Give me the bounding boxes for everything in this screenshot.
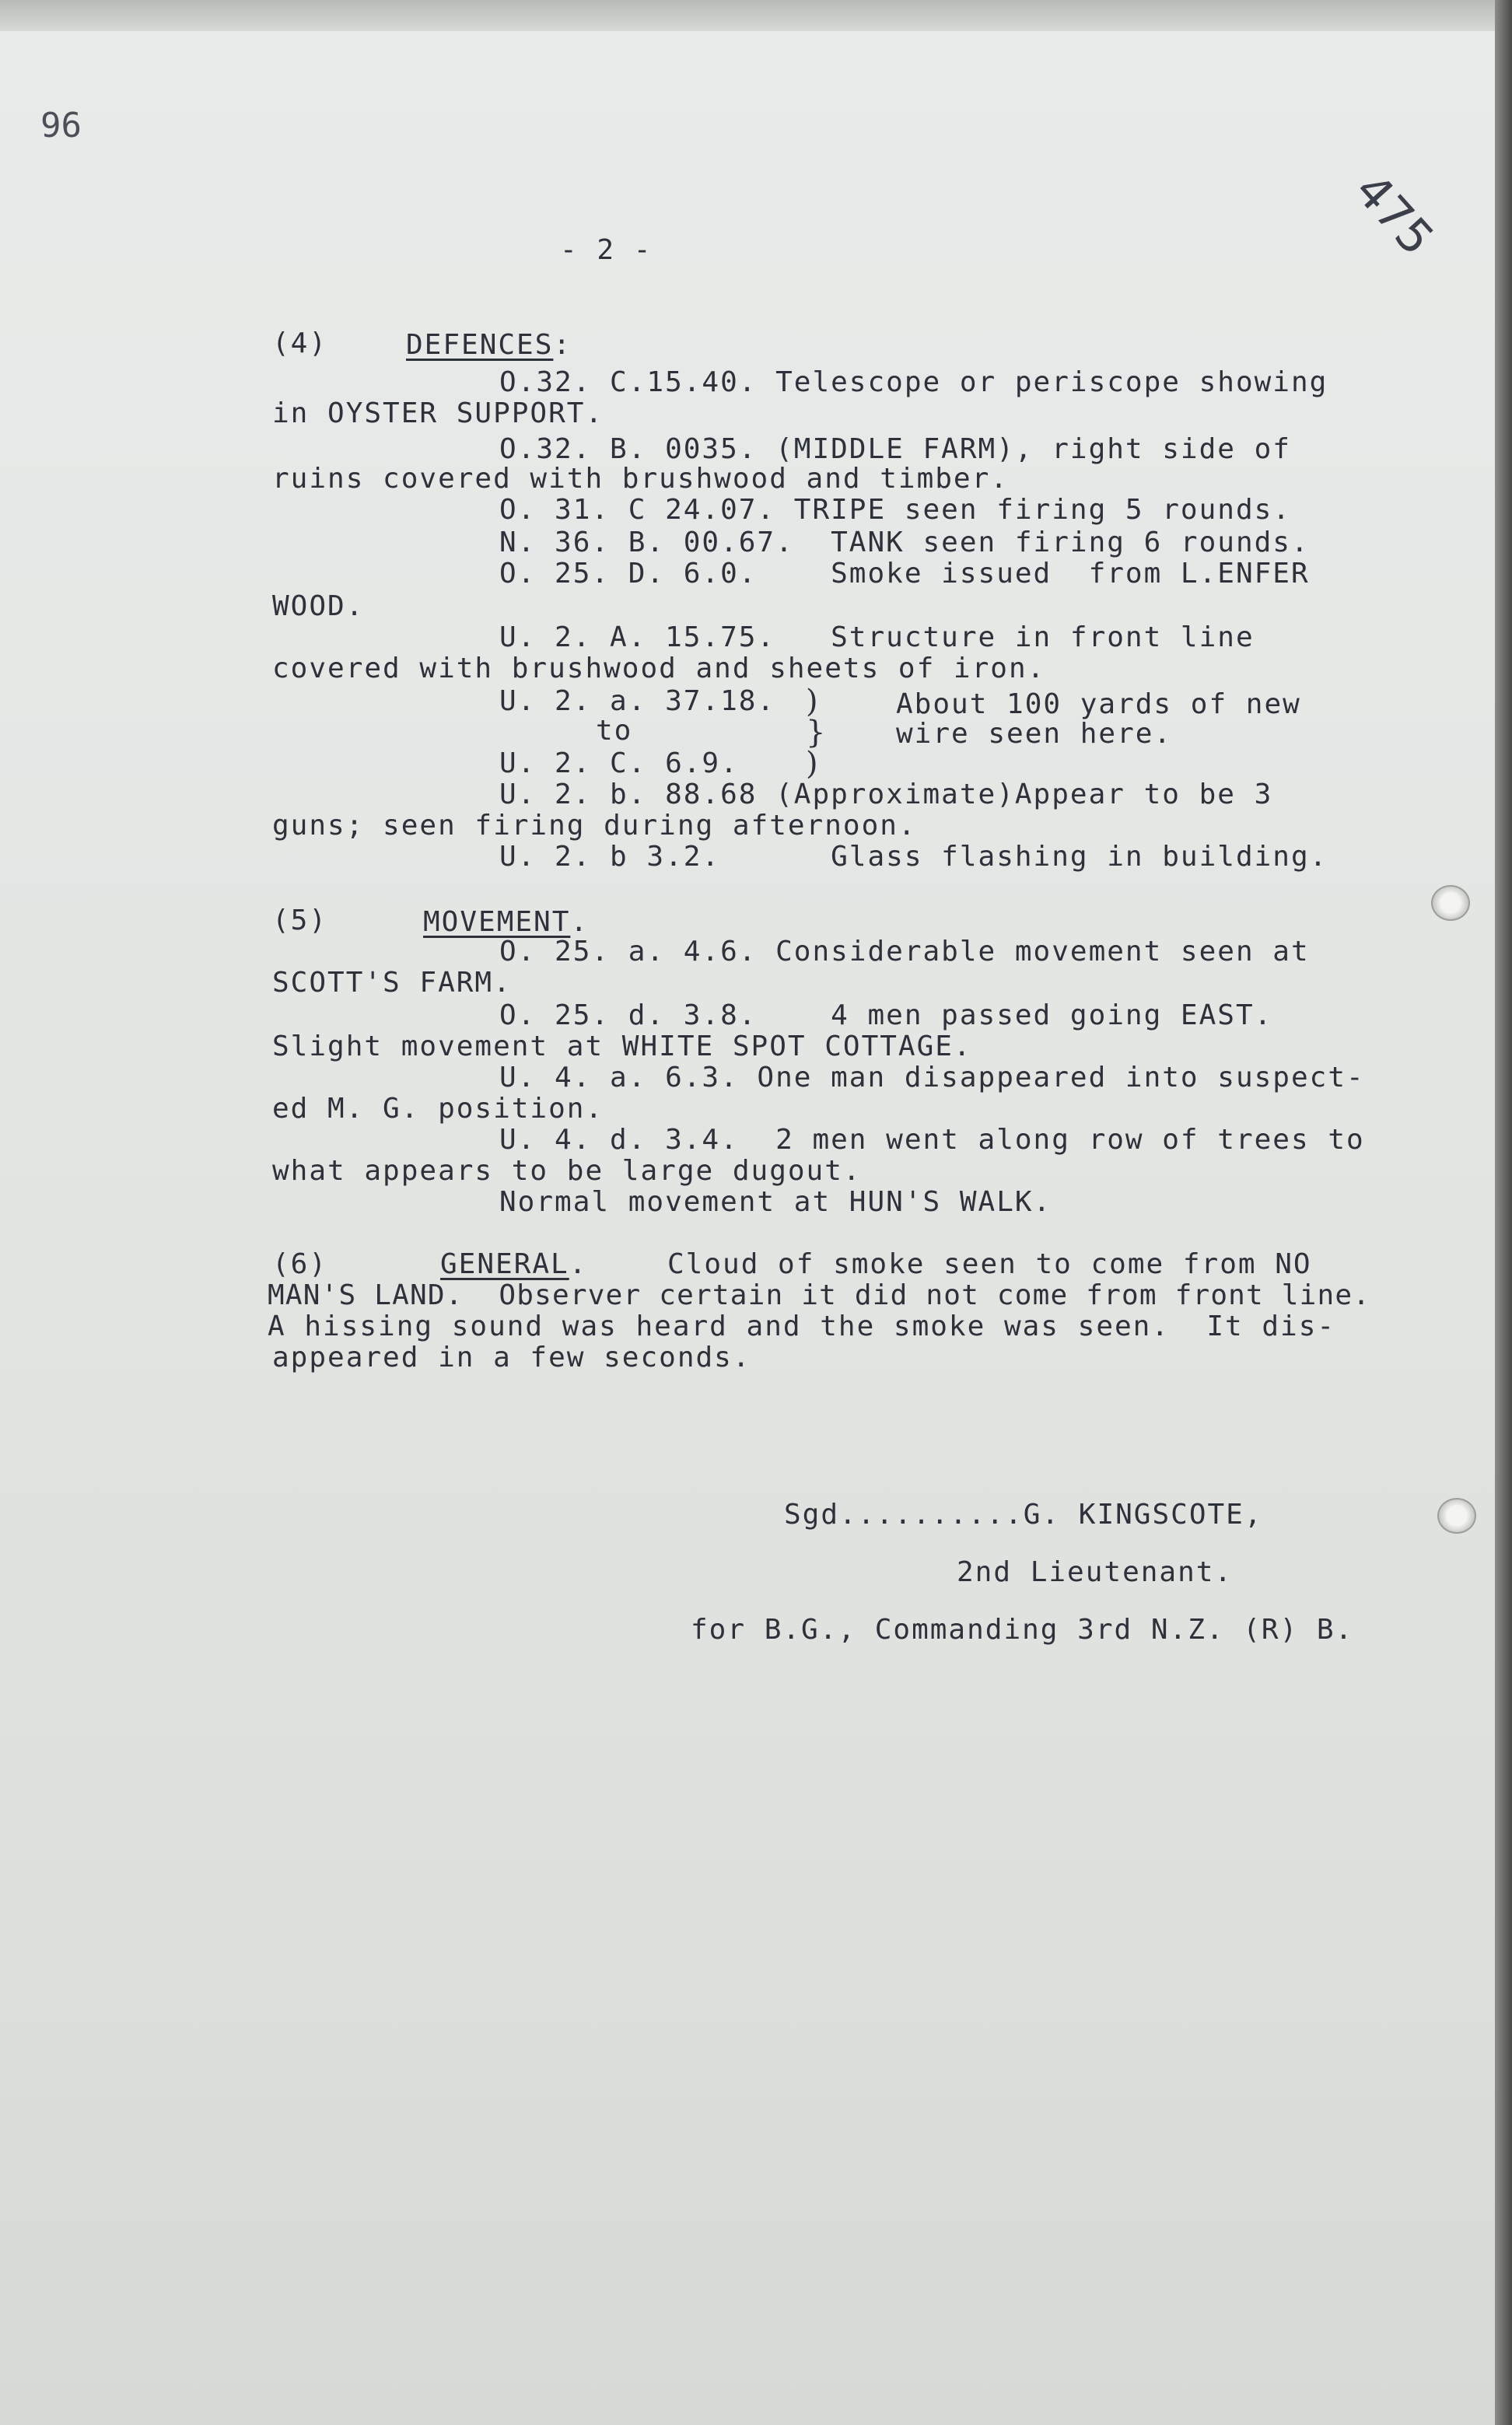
movement-line: SCOTT'S FARM. bbox=[272, 967, 512, 999]
bracket-glyph: } bbox=[806, 715, 826, 751]
defences-line: guns; seen firing during afternoon. bbox=[272, 810, 917, 842]
punch-hole bbox=[1437, 1498, 1476, 1534]
movement-line: ed M. G. position. bbox=[272, 1093, 604, 1125]
defences-line: O.32. C.15.40. Telescope or periscope showing bbox=[499, 366, 1328, 398]
section-heading-movement bbox=[423, 907, 589, 938]
movement-line: U. 4. d. 3.4. 2 men went along row of trees to bbox=[499, 1124, 1365, 1156]
heading-text: DEFENCES bbox=[406, 329, 554, 361]
defences-line: O.32. B. 0035. (MIDDLE FARM), right side of bbox=[499, 433, 1291, 465]
paper-right-edge bbox=[1495, 0, 1512, 2425]
signature-line: Sgd..........G. KINGSCOTE, bbox=[784, 1499, 1263, 1531]
defences-line: ruins covered with brushwood and timber. bbox=[272, 463, 1009, 495]
heading-suffix: . bbox=[569, 1248, 588, 1280]
general-line: Cloud of smoke seen to come from NO bbox=[667, 1248, 1312, 1280]
heading-text: GENERAL bbox=[440, 1248, 569, 1280]
general-line: A hissing sound was heard and the smoke was seen. It dis- bbox=[268, 1310, 1336, 1342]
heading-text: MOVEMENT bbox=[423, 906, 571, 938]
section-heading-general bbox=[440, 1249, 587, 1280]
movement-line: Slight movement at WHITE SPOT COTTAGE. bbox=[272, 1031, 972, 1062]
heading-suffix: . bbox=[570, 906, 590, 938]
paper-top-edge bbox=[0, 0, 1512, 33]
signature-rank: 2nd Lieutenant. bbox=[957, 1556, 1234, 1588]
defences-line: to bbox=[596, 715, 633, 747]
bracket-glyph: ) bbox=[806, 746, 818, 782]
punch-hole bbox=[1431, 885, 1470, 921]
defences-line: About 100 yards of new bbox=[896, 688, 1301, 720]
section-heading-defences bbox=[406, 330, 572, 361]
defences-line: wire seen here. bbox=[896, 718, 1173, 750]
section-number-defences: (4) bbox=[272, 327, 328, 359]
bracket-glyph: ) bbox=[806, 684, 818, 719]
defences-line: U. 2. C. 6.9. bbox=[499, 747, 739, 779]
movement-line: O. 25. a. 4.6. Considerable movement seen at bbox=[499, 936, 1310, 968]
defences-line: O. 25. D. 6.0. Smoke issued from L.ENFER bbox=[499, 558, 1310, 590]
document-page bbox=[0, 31, 1501, 2425]
section-number-general: (6) bbox=[272, 1248, 328, 1280]
defences-line: U. 2. a. 37.18. bbox=[499, 685, 776, 717]
movement-line: O. 25. d. 3.8. 4 men passed going EAST. bbox=[499, 999, 1273, 1031]
page-number: - 2 - bbox=[560, 234, 653, 266]
defences-line: U. 2. b 3.2. Glass flashing in building. bbox=[499, 841, 1328, 873]
heading-suffix: : bbox=[553, 329, 572, 361]
general-line: appeared in a few seconds. bbox=[272, 1342, 751, 1373]
defences-line: N. 36. B. 00.67. TANK seen firing 6 rounds. bbox=[499, 527, 1310, 558]
defences-line: U. 2. b. 88.68 (Approximate)Appear to be 3 bbox=[499, 779, 1273, 810]
section-number-movement: (5) bbox=[272, 905, 328, 936]
signature-for-line: for B.G., Commanding 3rd N.Z. (R) B. bbox=[691, 1614, 1354, 1646]
movement-line: what appears to be large dugout. bbox=[272, 1155, 862, 1187]
movement-line: U. 4. a. 6.3. One man disappeared into suspect- bbox=[499, 1062, 1365, 1094]
movement-line: Normal movement at HUN'S WALK. bbox=[499, 1186, 1052, 1218]
archive-number-left: 96 bbox=[40, 106, 82, 145]
defences-line: in OYSTER SUPPORT. bbox=[272, 397, 604, 429]
defences-line: WOOD. bbox=[272, 590, 365, 622]
defences-line: U. 2. A. 15.75. Structure in front line bbox=[499, 621, 1255, 653]
archive-number-right: 475 bbox=[1343, 163, 1444, 266]
general-line: MAN'S LAND. Observer certain it did not come from front line. bbox=[268, 1279, 1371, 1311]
defences-line: O. 31. C 24.07. TRIPE seen firing 5 rounds. bbox=[499, 494, 1291, 526]
defences-line: covered with brushwood and sheets of iron. bbox=[272, 653, 1046, 684]
